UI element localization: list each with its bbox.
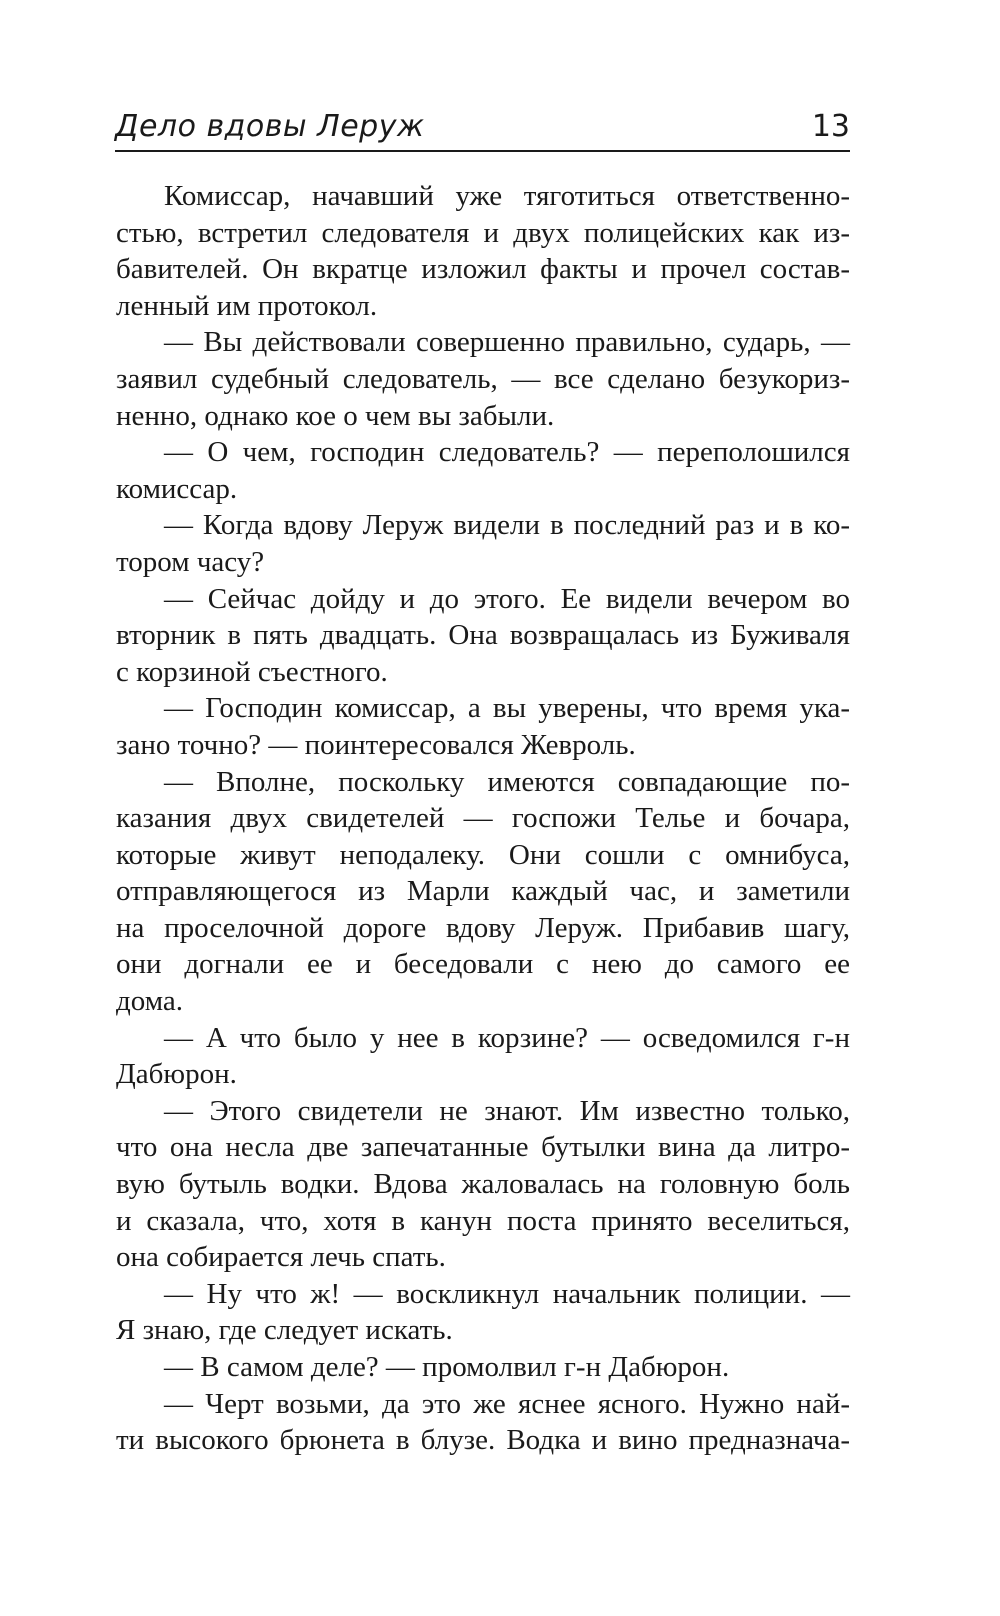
- text-line: — Вы действовали совершенно правильно, сударь, —: [164, 326, 850, 359]
- text-line: — Этого свидетели не знают. Им известно только,: [164, 1094, 850, 1127]
- text-line: — Вполне, поскольку имеются совпадающие по-: [164, 765, 850, 798]
- text-line: что она несла две запечатанные бутылки вина да литро-: [116, 1131, 850, 1164]
- text-line: — Когда вдову Леруж видели в последний раз и в ко-: [164, 509, 850, 542]
- text-line: — А что было у нее в корзине? — осведомился г-н: [164, 1021, 850, 1054]
- text-line: — Сейчас дойду и до этого. Ее видели вечером во: [164, 582, 850, 615]
- book-title: Дело вдовы Леруж: [115, 109, 425, 144]
- text-line: на проселочной дороге вдову Леруж. Прибавив шагу,: [116, 911, 850, 944]
- text-line: — Ну что ж! — воскликнул начальник полиции. —: [164, 1277, 850, 1310]
- text-line: Комиссар, начавший уже тяготиться ответственно-: [164, 180, 850, 212]
- text-line: заявил судебный следователь, — все сделано безукориз-: [116, 362, 850, 395]
- text-line: Дабюрон.: [116, 1058, 237, 1091]
- text-line: дома.: [116, 985, 183, 1018]
- text-line: комиссар.: [116, 472, 238, 505]
- body-text: [116, 178, 850, 1459]
- text-line: зано точно? — поинтересовался Жевроль.: [116, 728, 636, 761]
- text-line: ненно, однако кое о чем вы забыли.: [116, 399, 555, 432]
- text-line: бавителей. Он вкратце изложил факты и прочел состав-: [116, 253, 850, 286]
- text-line: с корзиной съестного.: [116, 655, 388, 688]
- text-line: вторник в пять двадцать. Она возвращалась из Буживаля: [116, 619, 850, 652]
- text-line: тором часу?: [116, 545, 265, 578]
- page-number: 13: [811, 109, 850, 144]
- text-line: которые живут неподалеку. Они сошли с омнибуса,: [116, 838, 850, 871]
- text-line: ленный им протокол.: [116, 289, 378, 322]
- text-line: и сказала, что, хотя в канун поста принято веселиться,: [116, 1204, 850, 1237]
- text-line: отправляющегося из Марли каждый час, и заметили: [116, 875, 850, 908]
- text-line: стью, встретил следователя и двух полицейских как из-: [116, 216, 850, 249]
- text-line: казания двух свидетелей — госпожи Телье и бочара,: [116, 802, 850, 835]
- text-line: Я знаю, где следует искать.: [116, 1314, 453, 1347]
- text-line: вую бутыль водки. Вдова жаловалась на головную боль: [116, 1168, 850, 1201]
- running-header: [115, 100, 850, 152]
- text-line: — Черт возьми, да это же яснее ясного. Нужно най-: [164, 1387, 850, 1420]
- text-line: они догнали ее и беседовали с нею до самого ее: [116, 948, 850, 981]
- text-line: — В самом деле? — промолвил г-н Дабюрон.: [164, 1351, 730, 1383]
- text-line: — Господин комиссар, а вы уверены, что время ука-: [164, 692, 850, 725]
- text-line: ти высокого брюнета в блузе. Водка и вино предназнача-: [116, 1424, 850, 1457]
- text-line: она собирается лечь спать.: [116, 1241, 446, 1274]
- text-line: — О чем, господин следователь? — переполошился: [164, 436, 850, 469]
